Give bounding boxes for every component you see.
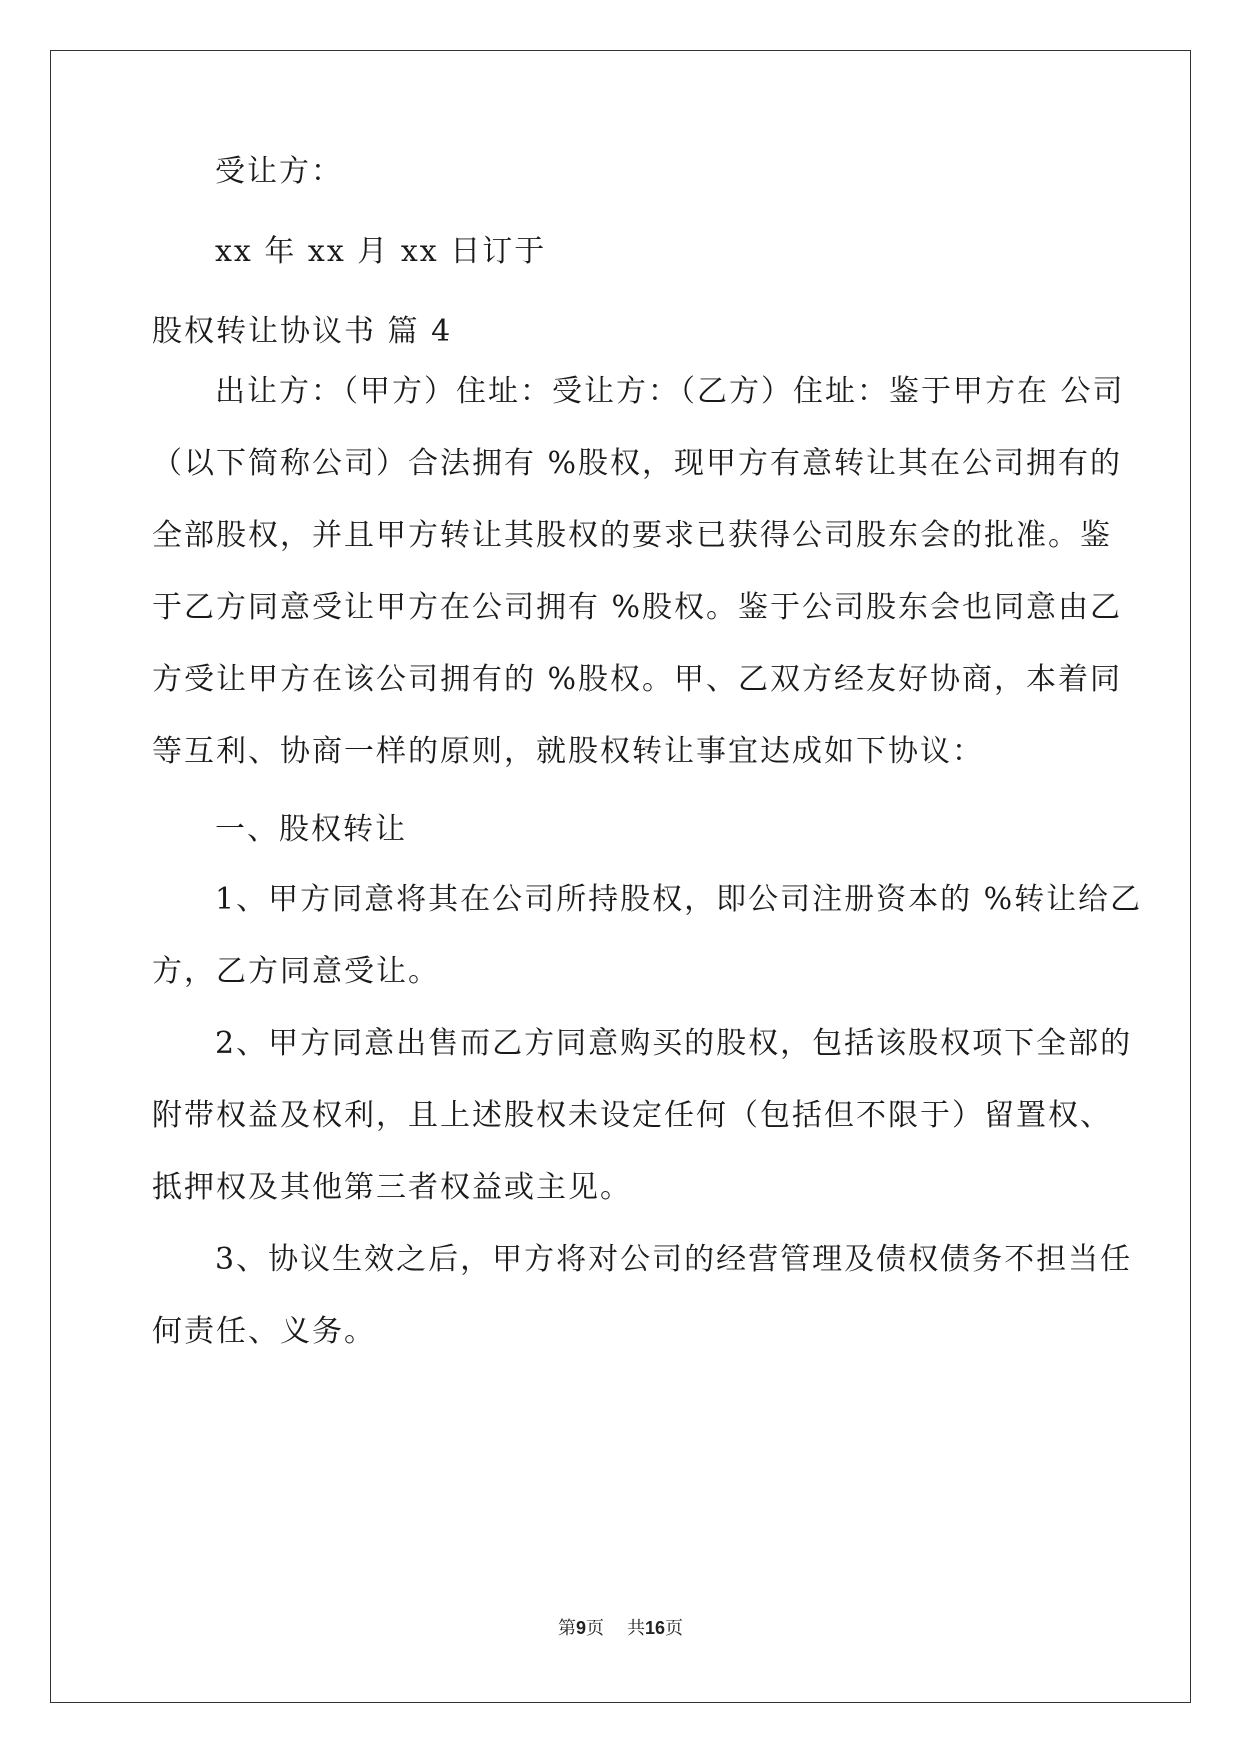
page-number-footer	[0, 1616, 1241, 1641]
footer-total-suffix: 页	[664, 1618, 683, 1639]
heading-equity-transfer: 一、股权转让	[215, 812, 407, 847]
clause-2-line: 2、甲方同意出售而乙方同意购买的股权，包括该股权项下全部的	[215, 1026, 1133, 1061]
paragraph-line: （以下简称公司）合法拥有 %股权，现甲方有意转让其在公司拥有的	[152, 446, 1123, 481]
paragraph-line: 出让方：（甲方）住址：受让方：（乙方）住址：鉴于甲方在 公司	[215, 374, 1125, 409]
paragraph-line: 于乙方同意受让甲方在公司拥有 %股权。鉴于公司股东会也同意由乙	[152, 590, 1123, 625]
paragraph-line: 全部股权，并且甲方转让其股权的要求已获得公司股东会的批准。鉴	[152, 518, 1112, 553]
section-title: 股权转让协议书 篇 4	[152, 314, 453, 349]
clause-3-line: 3、协议生效之后，甲方将对公司的经营管理及债权债务不担当任	[215, 1242, 1133, 1277]
clause-2-line: 抵押权及其他第三者权益或主见。	[152, 1170, 632, 1205]
total-pages-number: 16	[644, 1618, 665, 1638]
clause-1-line: 方，乙方同意受让。	[152, 954, 440, 989]
signing-date: xx 年 xx 月 xx 日订于	[215, 234, 547, 269]
paragraph-line: 等互利、协商一样的原则，就股权转让事宜达成如下协议：	[152, 734, 984, 769]
footer-page-word: 页	[586, 1618, 605, 1639]
page-border	[50, 50, 1191, 1703]
clause-2-line: 附带权益及权利，且上述股权未设定任何（包括但不限于）留置权、	[152, 1098, 1112, 1133]
footer-total-prefix: 共	[626, 1618, 645, 1639]
paragraph-line: 方受让甲方在该公司拥有的 %股权。甲、乙双方经友好协商，本着同	[152, 662, 1123, 697]
footer-prefix: 第	[558, 1618, 577, 1639]
receiver-label: 受让方：	[215, 154, 343, 189]
clause-1-line: 1、甲方同意将其在公司所持股权，即公司注册资本的 %转让给乙	[215, 882, 1143, 917]
clause-3-line: 何责任、义务。	[152, 1314, 376, 1349]
current-page-number: 9	[576, 1618, 587, 1638]
